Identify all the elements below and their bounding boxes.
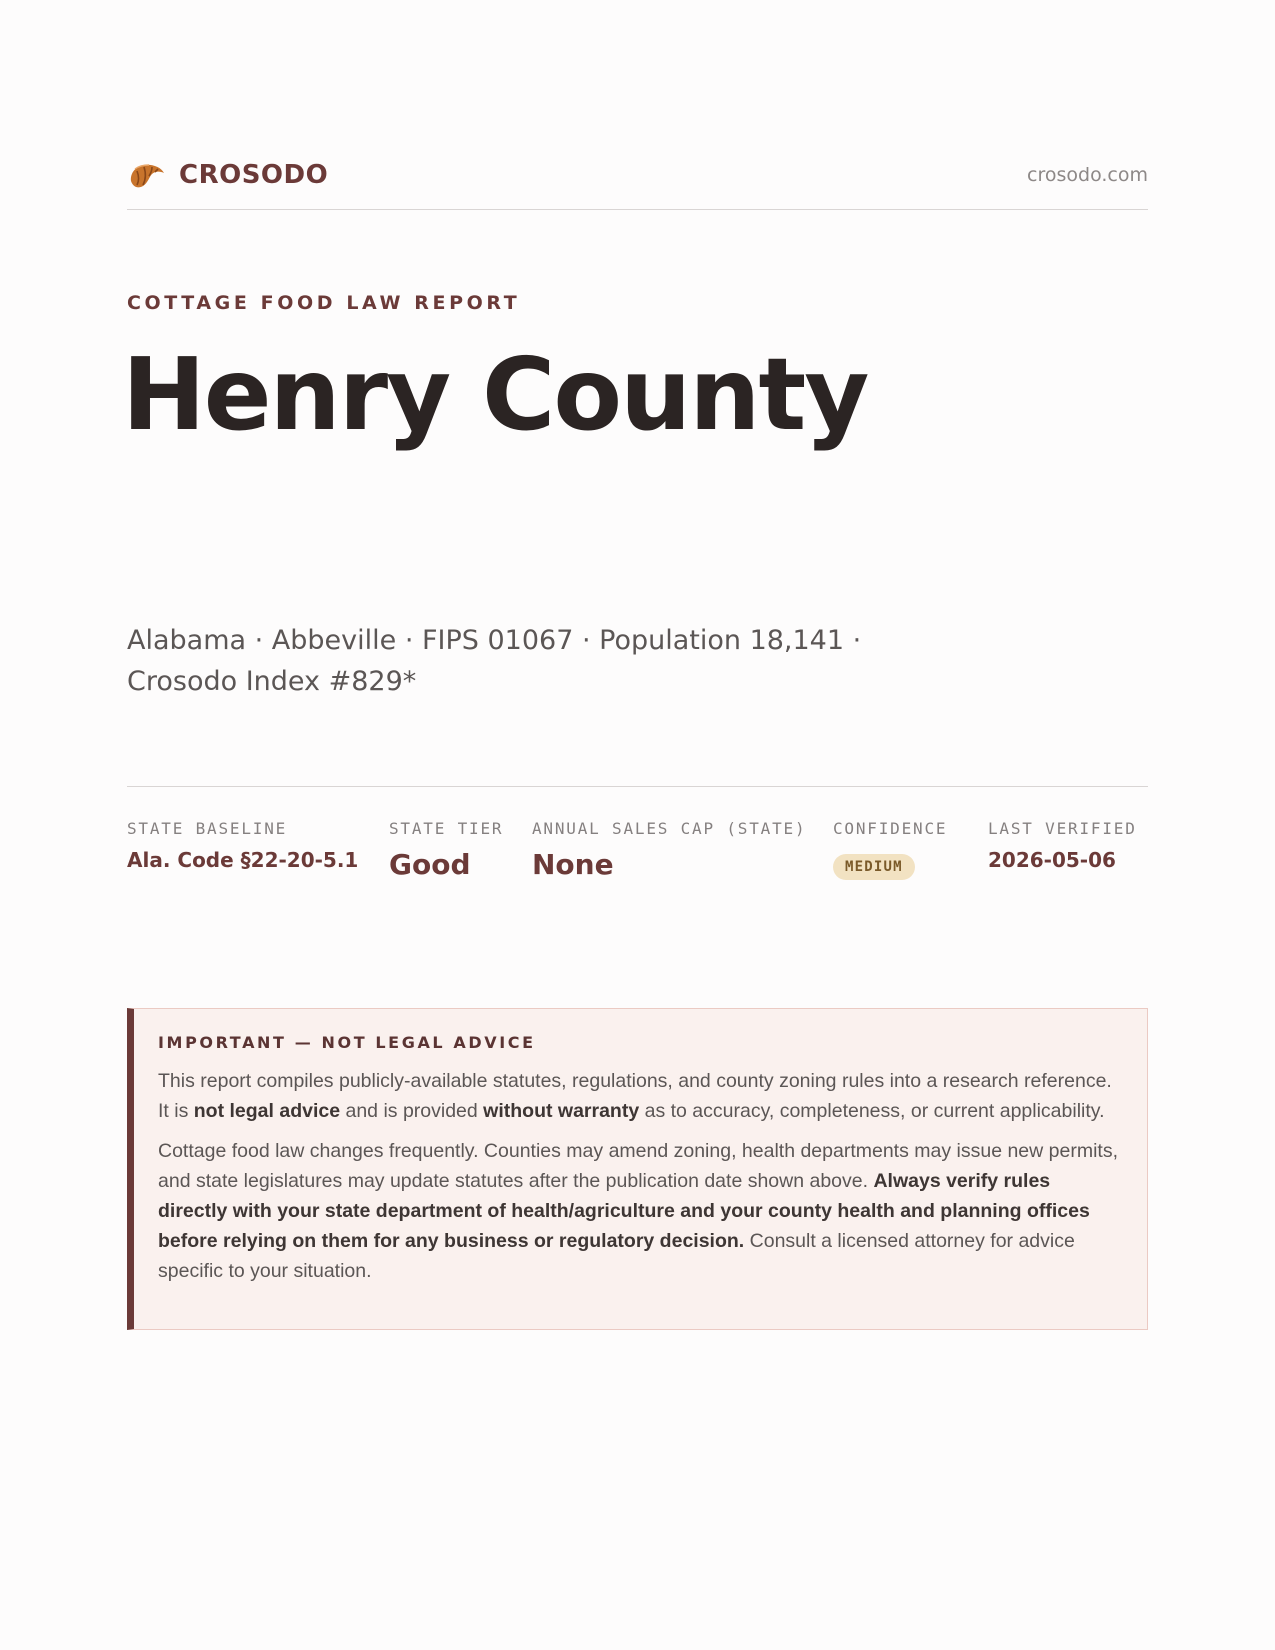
legal-notice — [127, 1008, 1148, 1330]
stat-label: CONFIDENCE — [833, 819, 948, 838]
notice-text: Cottage food law changes frequently. Counties may amend zoning, health departments may issue new permits, and state legislatures may update statutes after the publication date shown above. — [158, 1140, 1118, 1192]
stat-value: Ala. Code §22-20-5.1 — [127, 848, 359, 872]
croissant-icon — [127, 157, 167, 193]
stat-value: None — [532, 848, 614, 881]
stat-confidence — [833, 819, 947, 880]
stat-label: STATE TIER — [389, 819, 504, 838]
stat-label: LAST VERIFIED — [988, 819, 1137, 838]
stat-sales-cap — [532, 819, 806, 881]
stats-row — [127, 786, 1148, 881]
stat-value: 2026-05-06 — [988, 848, 1116, 872]
report-eyebrow: COTTAGE FOOD LAW REPORT — [127, 292, 521, 314]
confidence-badge: MEDIUM — [833, 854, 915, 880]
notice-emphasis: Always verify rules directly with your state department of health/agriculture and your county health and planning offices before relying on them for any business or regulatory decision. — [158, 1170, 1090, 1252]
page-title: Henry County — [122, 336, 868, 453]
notice-title: IMPORTANT — NOT LEGAL ADVICE — [158, 1033, 536, 1052]
county-meta-line-1: Alabama · Abbeville · FIPS 01067 · Population 18,141 · — [127, 625, 862, 656]
brand-name: CROSODO — [179, 160, 329, 190]
notice-text: Consult a licensed attorney for advice specific to your situation. — [158, 1230, 1075, 1282]
stat-label: ANNUAL SALES CAP (STATE) — [532, 819, 807, 838]
notice-paragraph-2 — [158, 1136, 1121, 1286]
page-header — [127, 157, 1148, 210]
notice-text: This report compiles publicly-available statutes, regulations, and county zoning rules into a research reference. It is — [158, 1070, 1112, 1122]
site-url[interactable]: crosodo.com — [1027, 164, 1148, 186]
notice-emphasis: without warranty — [483, 1100, 640, 1122]
stat-value: Good — [389, 848, 471, 881]
county-meta-line-2: Crosodo Index #829* — [127, 666, 417, 697]
stat-state-tier — [389, 819, 503, 881]
notice-text: as to accuracy, completeness, or current applicability. — [639, 1100, 1105, 1122]
stat-state-baseline — [127, 819, 358, 872]
county-meta — [127, 620, 887, 702]
notice-paragraph-1 — [158, 1066, 1121, 1126]
notice-emphasis: not legal advice — [193, 1100, 341, 1122]
stat-last-verified — [988, 819, 1137, 872]
stat-label: STATE BASELINE — [127, 819, 288, 838]
brand — [127, 157, 328, 193]
notice-text: and is provided — [340, 1100, 484, 1122]
